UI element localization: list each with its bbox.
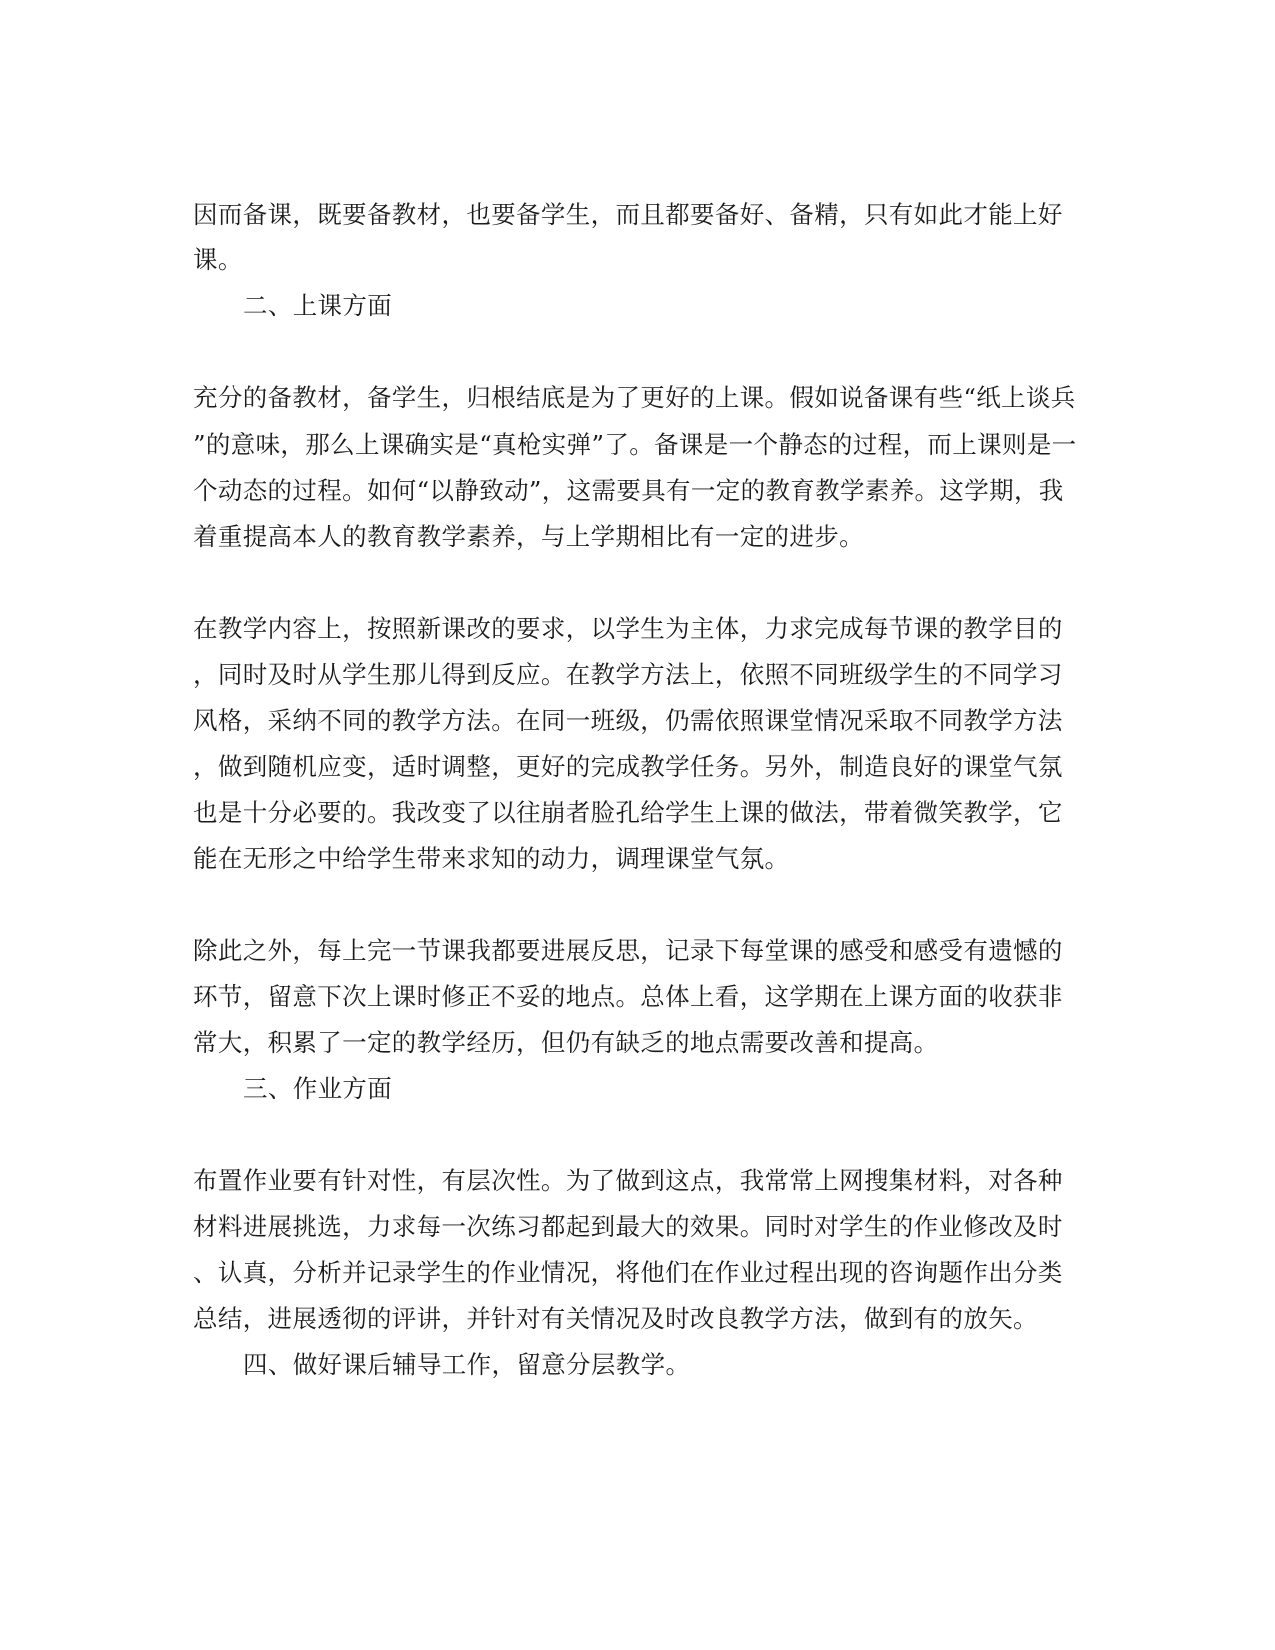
- text-line: 常大，积累了一定的教学经历，但仍有缺乏的地点需要改善和提高。: [193, 1028, 939, 1057]
- text-line: 个动态的过程。如何“以静致动”，这需要具有一定的教育教学素养。这学期，我: [193, 476, 1064, 505]
- text-line: 因而备课，既要备教材，也要备学生，而且都要备好、备精，只有如此才能上好: [193, 200, 1063, 229]
- text-line: 充分的备教材，备学生，归根结底是为了更好的上课。假如说备课有些“纸上谈兵: [193, 383, 1076, 412]
- section-heading: 四、做好课后辅导工作，留意分层教学。: [243, 1350, 691, 1379]
- text-line: 也是十分必要的。我改变了以往崩者脸孔给学生上课的做法，带着微笑教学，它: [193, 798, 1063, 827]
- text-line: ”的意味，那么上课确实是“真枪实弹”了。备课是一个静态的过程，而上课则是一: [193, 430, 1077, 459]
- text-line: 材料进展挑选，力求每一次练习都起到最大的效果。同时对学生的作业修改及时: [193, 1212, 1063, 1241]
- text-line: 课。: [193, 245, 243, 274]
- text-line: 除此之外，每上完一节课我都要进展反思，记录下每堂课的感受和感受有遗憾的: [193, 936, 1063, 965]
- text-line: 在教学内容上，按照新课改的要求，以学生为主体，力求完成每节课的教学目的: [193, 614, 1063, 643]
- text-line: 能在无形之中给学生带来求知的动力，调理课堂气氛。: [193, 844, 790, 873]
- text-line: 布置作业要有针对性，有层次性。为了做到这点，我常常上网搜集材料，对各种: [193, 1166, 1063, 1195]
- text-line: 总结，进展透彻的评讲，并针对有关情况及时改良教学方法，做到有的放矢。: [193, 1304, 1038, 1333]
- text-line: 着重提高本人的教育教学素养，与上学期相比有一定的进步。: [193, 522, 864, 551]
- section-heading: 三、作业方面: [243, 1074, 393, 1103]
- text-line: ，做到随机应变，适时调整，更好的完成教学任务。另外，制造良好的课堂气氛: [193, 752, 1063, 781]
- section-heading: 二、上课方面: [243, 291, 393, 320]
- text-line: 、认真，分析并记录学生的作业情况，将他们在作业过程出现的咨询题作出分类: [193, 1258, 1063, 1287]
- text-line: 风格，采纳不同的教学方法。在同一班级，仍需依照课堂情况采取不同教学方法: [193, 706, 1063, 735]
- text-line: 环节，留意下次上课时修正不妥的地点。总体上看，这学期在上课方面的收获非: [193, 982, 1063, 1011]
- text-line: ，同时及时从学生那儿得到反应。在教学方法上，依照不同班级学生的不同学习: [193, 660, 1063, 689]
